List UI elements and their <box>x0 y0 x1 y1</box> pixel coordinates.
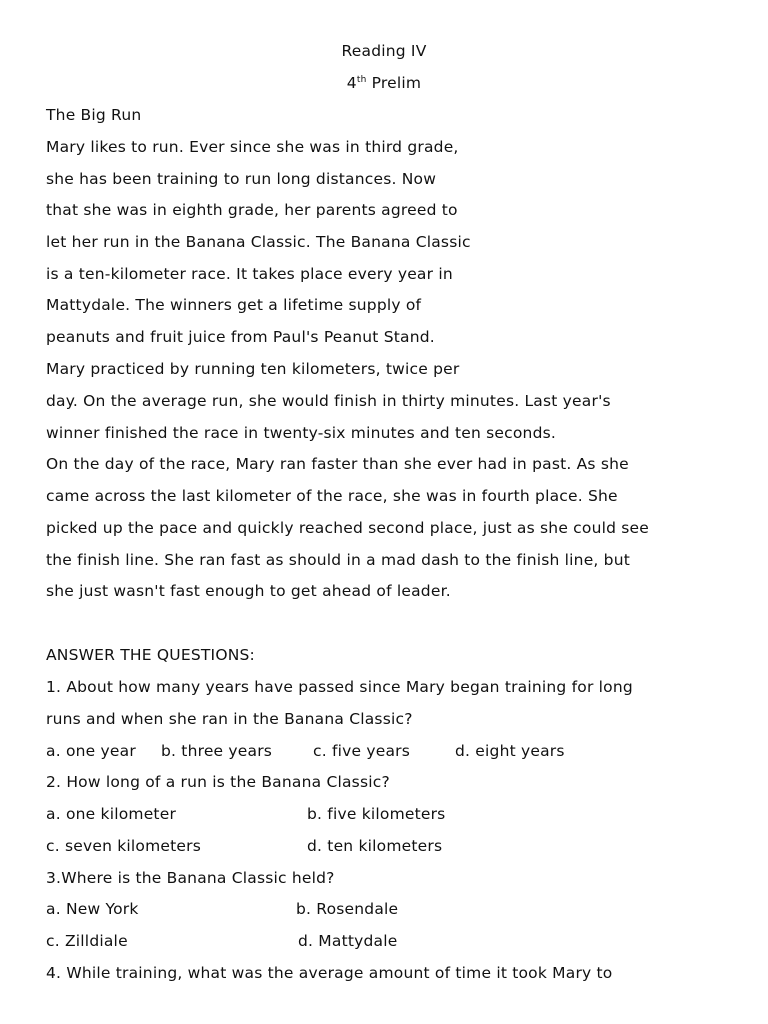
subtitle-number: 4 <box>346 74 357 92</box>
question-3-option-a: a. New York <box>46 900 139 918</box>
story-line: the finish line. She ran fast as should in a mad dash to the finish line, but <box>46 551 631 569</box>
questions-header: ANSWER THE QUESTIONS: <box>46 646 255 664</box>
question-1-text: 1. About how many years have passed since Mary began training for long <box>46 678 633 696</box>
question-4-text: 4. While training, what was the average amount of time it took Mary to <box>46 964 613 982</box>
question-1-option-d: d. eight years <box>455 742 565 760</box>
story-line: let her run in the Banana Classic. The Banana Classic <box>46 233 471 251</box>
story-line: Mary practiced by running ten kilometers, twice per <box>46 360 460 378</box>
story-line: that she was in eighth grade, her parents agreed to <box>46 201 458 219</box>
story-line: picked up the pace and quickly reached second place, just as she could see <box>46 519 650 537</box>
story-line: day. On the average run, she would finish in thirty minutes. Last year's <box>46 392 611 410</box>
story-line: is a ten-kilometer race. It takes place every year in <box>46 265 453 283</box>
question-3-option-d: d. Mattydale <box>298 932 398 950</box>
story-line: came across the last kilometer of the race, she was in fourth place. She <box>46 487 618 505</box>
story-line: Mattydale. The winners get a lifetime supply of <box>46 296 422 314</box>
document-subtitle <box>0 73 768 93</box>
question-2-text: 2. How long of a run is the Banana Classic? <box>46 773 390 791</box>
document-title: Reading IV <box>341 42 427 60</box>
question-1-text-cont: runs and when she ran in the Banana Classic? <box>46 710 413 728</box>
story-line: winner finished the race in twenty-six minutes and ten seconds. <box>46 424 557 442</box>
question-2-option-c: c. seven kilometers <box>46 837 202 855</box>
question-3-option-c: c. Zilldiale <box>46 932 128 950</box>
story-line: peanuts and fruit juice from Paul's Peanut Stand. <box>46 328 435 346</box>
question-2-option-d: d. ten kilometers <box>307 837 443 855</box>
question-2-option-b: b. five kilometers <box>307 805 446 823</box>
story-line: On the day of the race, Mary ran faster than she ever had in past. As she <box>46 455 629 473</box>
question-2-option-a: a. one kilometer <box>46 805 177 823</box>
subtitle-rest: Prelim <box>366 74 422 92</box>
question-1-option-c: c. five years <box>313 742 411 760</box>
story-line: Mary likes to run. Ever since she was in third grade, <box>46 138 459 156</box>
story-line: she has been training to run long distances. Now <box>46 170 437 188</box>
question-3-option-b: b. Rosendale <box>296 900 399 918</box>
question-1-option-b: b. three years <box>161 742 273 760</box>
question-1-option-a: a. one year <box>46 742 136 760</box>
story-title: The Big Run <box>46 106 142 124</box>
story-line: she just wasn't fast enough to get ahead of leader. <box>46 582 451 600</box>
question-3-text: 3.Where is the Banana Classic held? <box>46 869 335 887</box>
subtitle-superscript: th <box>356 74 367 85</box>
